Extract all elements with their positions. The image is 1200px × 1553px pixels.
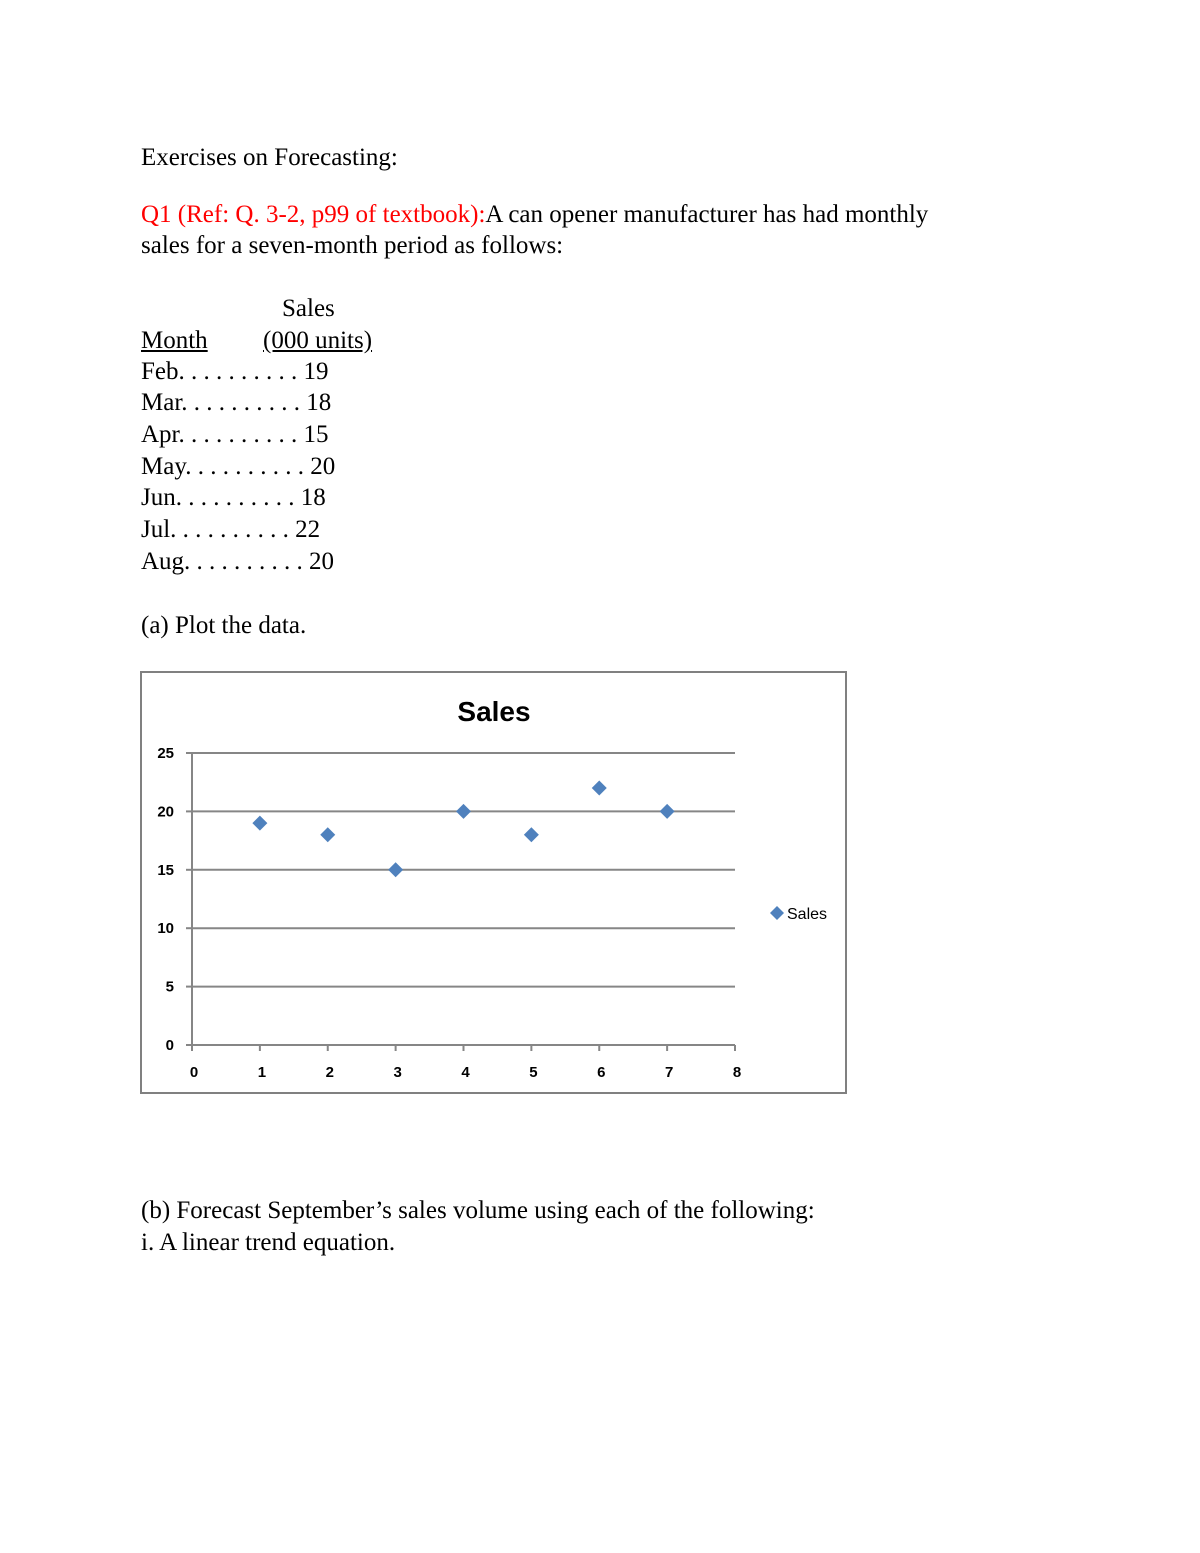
x-tick-label-2: 2 xyxy=(325,1064,334,1081)
sales-chart-svg xyxy=(142,673,845,1092)
legend-marker-sales xyxy=(770,906,784,920)
table-header-sales: Sales xyxy=(282,295,335,322)
data-point-2 xyxy=(320,827,335,842)
table-row-feb: Feb. . . . . . . . . . 19 xyxy=(141,358,329,385)
document-heading: Exercises on Forecasting: xyxy=(141,144,398,171)
y-tick-label-15: 15 xyxy=(157,861,174,879)
y-tick-label-25: 25 xyxy=(157,745,174,762)
question-1-reference: Q1 (Ref: Q. 3-2, p99 of textbook): xyxy=(141,201,486,228)
part-a-text: (a) Plot the data. xyxy=(141,612,307,639)
data-point-6 xyxy=(592,781,607,796)
data-point-5 xyxy=(524,827,539,842)
part-b-i-text: i. A linear trend equation. xyxy=(141,1229,396,1256)
y-tick-label-20: 20 xyxy=(157,803,174,821)
question-1-text: A can opener manufacturer has had monthly xyxy=(485,201,929,228)
x-tick-label-7: 7 xyxy=(664,1064,674,1081)
table-row-apr: Apr. . . . . . . . . . 15 xyxy=(141,421,329,448)
y-tick-label-0: 0 xyxy=(165,1037,174,1054)
x-tick-label-3: 3 xyxy=(393,1064,402,1081)
y-tick-label-10: 10 xyxy=(157,920,174,938)
table-header-units: (000 units) xyxy=(263,327,373,354)
x-tick-label-1: 1 xyxy=(257,1064,267,1081)
data-point-4 xyxy=(456,804,471,819)
table-row-mar: Mar. . . . . . . . . . 18 xyxy=(141,389,332,416)
table-row-aug: Aug. . . . . . . . . . 20 xyxy=(141,548,335,575)
data-point-7 xyxy=(660,804,675,819)
x-tick-label-6: 6 xyxy=(597,1064,606,1081)
y-tick-label-5: 5 xyxy=(165,978,174,996)
question-1-line-2: sales for a seven-month period as follows: xyxy=(141,232,564,259)
table-row-jun: Jun. . . . . . . . . . 18 xyxy=(141,484,326,511)
x-tick-label-0: 0 xyxy=(189,1064,199,1081)
legend-label-sales: Sales xyxy=(787,906,828,923)
question-1-line-1 xyxy=(141,200,928,230)
sales-chart xyxy=(140,671,847,1094)
table-header-month: Month xyxy=(141,327,208,354)
data-point-1 xyxy=(252,816,267,831)
x-tick-label-5: 5 xyxy=(529,1064,538,1081)
table-row-jul: Jul. . . . . . . . . . 22 xyxy=(141,516,321,543)
table-row-may: May. . . . . . . . . . 20 xyxy=(141,453,336,480)
part-b-text: (b) Forecast September’s sales volume using each of the following: xyxy=(141,1197,815,1224)
chart-title: Sales xyxy=(457,696,531,727)
data-point-3 xyxy=(388,862,403,877)
x-tick-label-4: 4 xyxy=(461,1064,470,1081)
x-tick-label-8: 8 xyxy=(732,1064,742,1081)
